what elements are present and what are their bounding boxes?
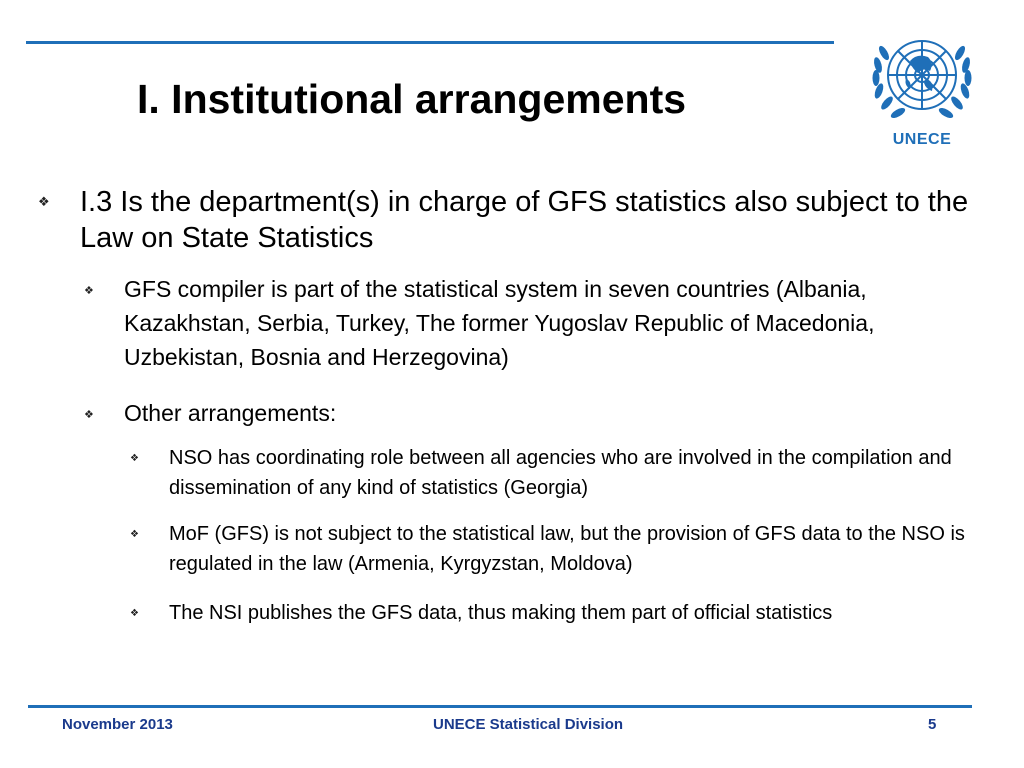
header-rule (26, 41, 834, 44)
slide-title: I. Institutional arrangements (137, 76, 687, 122)
unece-logo (862, 23, 982, 151)
bullet-text: NSO has coordinating role between all agencies who are involved in the compilation and dissemination of any kind of statistics (Georgia) (169, 447, 952, 499)
bullet-text: I.3 Is the department(s) in charge of GFS statistics also subject to the Law on State Statistics (80, 186, 969, 254)
bullet-diamond-icon: ❖ (130, 529, 139, 540)
bullet-diamond-icon: ❖ (84, 284, 94, 297)
bullet-text: The NSI publishes the GFS data, thus making them part of official statistics (169, 602, 833, 624)
bullet-text: Other arrangements: (124, 400, 337, 426)
footer-date: November 2013 (62, 716, 173, 733)
footer-page-number: 5 (928, 716, 937, 733)
bullet-text: GFS compiler is part of the statistical system in seven countries (Albania, Kazakhstan, Serbia, Turkey, The former Yugoslav Republic of Macedonia, Uzbekistan, Bosnia and Herzegovina) (124, 276, 875, 370)
bullet-text: MoF (GFS) is not subject to the statistical law, but the provision of GFS data to the NSO is regulated in the law (Armenia, Kyrgyzstan, Moldova) (169, 523, 965, 575)
bullet-diamond-icon: ❖ (84, 408, 94, 421)
footer-organization: UNECE Statistical Division (433, 716, 624, 733)
bullet-diamond-icon: ❖ (130, 608, 139, 619)
logo-text: UNECE (892, 131, 952, 148)
bullet-diamond-icon: ❖ (38, 195, 50, 210)
footer-rule (28, 705, 972, 708)
un-emblem-icon (862, 23, 982, 131)
bullet-diamond-icon: ❖ (130, 453, 139, 464)
